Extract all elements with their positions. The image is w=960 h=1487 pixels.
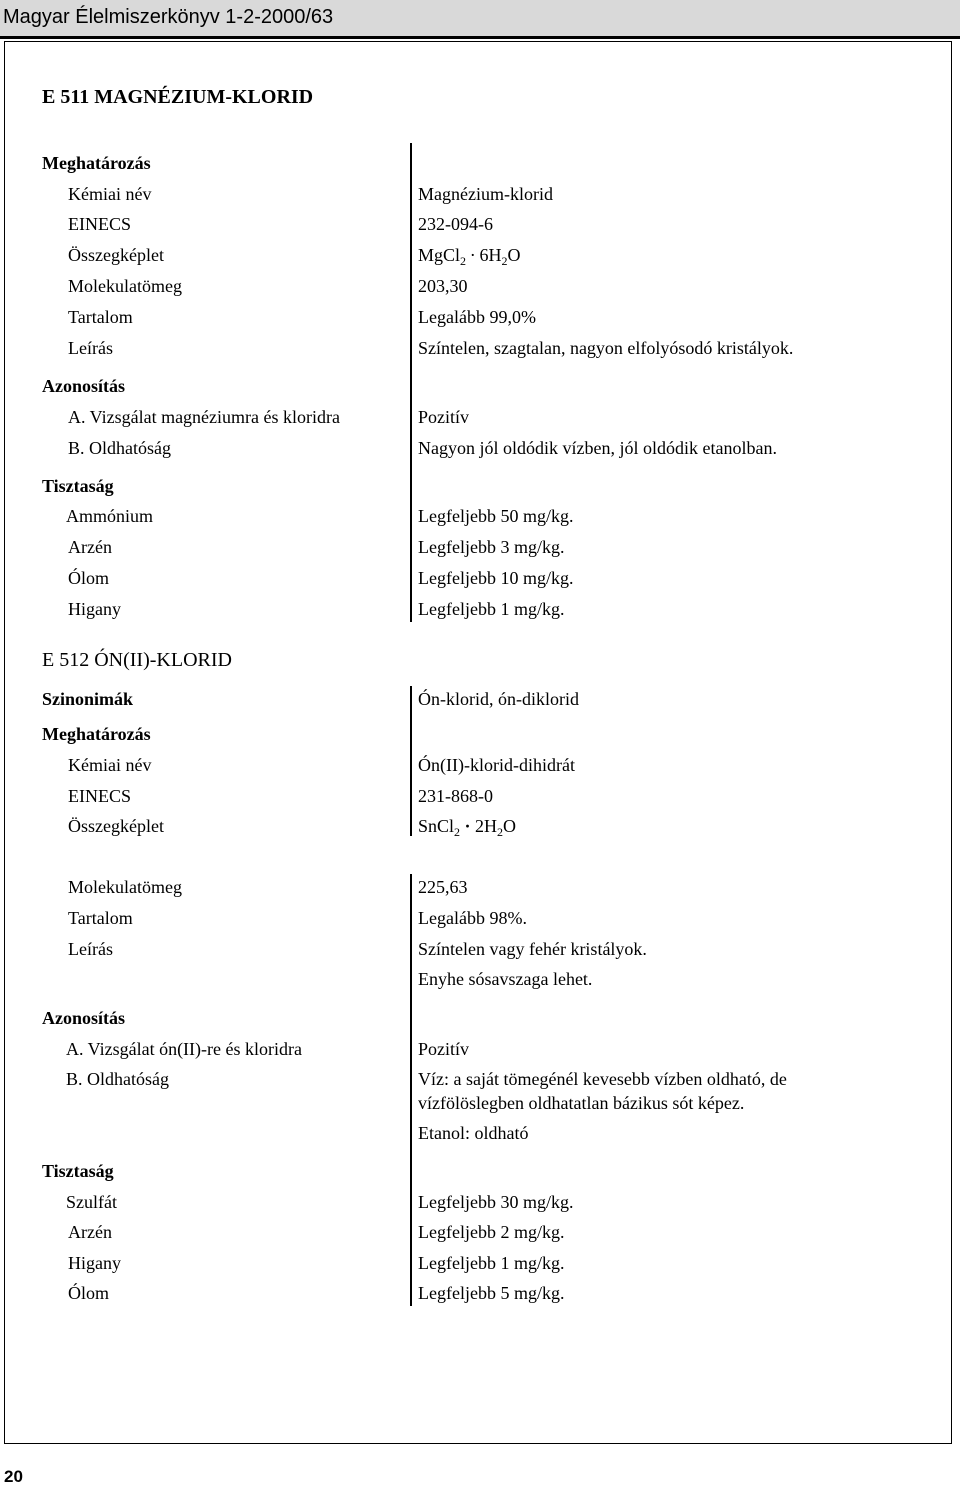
value-tartalom: Legalább 99,0% [418, 307, 536, 327]
value-molekulatomeg: 203,30 [418, 276, 468, 296]
value-purity-2: Legfeljebb 2 mg/kg. [418, 1222, 565, 1242]
page-number: 20 [4, 1467, 23, 1486]
value-purity-3: Legfeljebb 10 mg/kg. [418, 568, 574, 588]
label-purity-1: Ammónium [66, 506, 154, 526]
label-leiras: Leírás [68, 939, 113, 959]
heading-azonositas: Azonosítás [42, 376, 126, 396]
label-purity-4: Ólom [68, 1283, 110, 1303]
column-divider [410, 143, 412, 622]
label-purity-1: Szulfát [66, 1192, 117, 1212]
value-einecs: 232-094-6 [418, 214, 493, 234]
label-test-a: A. Vizsgálat ón(II)-re és kloridra [66, 1039, 302, 1059]
value-tartalom: Legalább 98%. [418, 908, 527, 928]
heading-azonositas: Azonosítás [42, 1008, 126, 1028]
label-osszegkeplet: Összegképlet [68, 816, 164, 836]
section-title-e512: E 512 ÓN(II)-KLORID [42, 649, 232, 671]
label-einecs: EINECS [68, 214, 131, 234]
page-header [0, 0, 960, 36]
heading-meghatarozas: Meghatározás [42, 153, 151, 173]
label-molekulatomeg: Molekulatömeg [68, 877, 182, 897]
value-kemiai-nev: Ón(II)-klorid-dihidrát [418, 755, 575, 775]
header-rule [0, 36, 960, 39]
value-purity-3: Legfeljebb 1 mg/kg. [418, 1253, 565, 1273]
label-einecs: EINECS [68, 786, 131, 806]
value-test-b-3: Etanol: oldható [418, 1123, 529, 1143]
value-molekulatomeg: 225,63 [418, 877, 468, 897]
heading-tisztasag: Tisztaság [42, 476, 114, 496]
value-purity-4: Legfeljebb 1 mg/kg. [418, 599, 565, 619]
column-divider [410, 686, 412, 836]
label-purity-4: Higany [68, 599, 121, 619]
label-osszegkeplet: Összegképlet [68, 245, 164, 265]
label-molekulatomeg: Molekulatömeg [68, 276, 182, 296]
value-test-b: Nagyon jól oldódik vízben, jól oldódik etanolban. [418, 438, 777, 458]
label-purity-2: Arzén [68, 537, 112, 557]
value-purity-4: Legfeljebb 5 mg/kg. [418, 1283, 565, 1303]
value-leiras-1: Színtelen vagy fehér kristályok. [418, 939, 647, 959]
label-test-b: B. Oldhatóság [66, 1069, 169, 1089]
value-test-a: Pozitív [418, 1039, 470, 1059]
heading-szinonimak: Szinonimák [42, 689, 134, 709]
label-kemiai-nev: Kémiai név [68, 755, 152, 775]
value-einecs: 231-868-0 [418, 786, 493, 806]
column-divider [410, 874, 412, 1306]
value-osszegkeplet: MgCl$_2$ . $6H_2O$ [418, 240, 521, 268]
label-test-a: A. Vizsgálat magnéziumra és kloridra [68, 407, 340, 427]
value-purity-1: Legfeljebb 30 mg/kg. [418, 1192, 574, 1212]
value-kemiai-nev: Magnézium-klorid [418, 184, 553, 204]
label-purity-3: Higany [68, 1253, 121, 1273]
value-test-b-1: Víz: a saját tömegénél kevesebb vízben oldható, de [418, 1069, 787, 1089]
value-leiras: Színtelen, szagtalan, nagyon elfolyósodó kristályok. [418, 338, 794, 358]
value-test-a: Pozitív [418, 407, 470, 427]
heading-tisztasag: Tisztaság [42, 1161, 114, 1181]
value-osszegkeplet: SnCl$_2$ · $2H_2O$ [418, 816, 517, 839]
section-title-e511: E 511 MAGNÉZIUM-KLORID [42, 86, 314, 108]
label-kemiai-nev: Kémiai név [68, 184, 152, 204]
label-tartalom: Tartalom [68, 307, 133, 327]
value-purity-1: Legfeljebb 50 mg/kg. [418, 506, 574, 526]
label-test-b: B. Oldhatóság [68, 438, 171, 458]
label-purity-3: Ólom [68, 568, 110, 588]
value-leiras-2: Enyhe sósavszaga lehet. [418, 969, 593, 989]
value-szinonimak: Ón-klorid, ón-diklorid [418, 689, 579, 709]
label-leiras: Leírás [68, 338, 113, 358]
heading-meghatarozas: Meghatározás [42, 724, 151, 744]
label-purity-2: Arzén [68, 1222, 112, 1242]
value-purity-2: Legfeljebb 3 mg/kg. [418, 537, 565, 557]
label-tartalom: Tartalom [68, 908, 133, 928]
value-test-b-2: vízfölöslegben oldhatatlan bázikus sót képez. [418, 1093, 745, 1113]
header-title: Magyar Élelmiszerkönyv 1-2-2000/63 [3, 6, 334, 28]
